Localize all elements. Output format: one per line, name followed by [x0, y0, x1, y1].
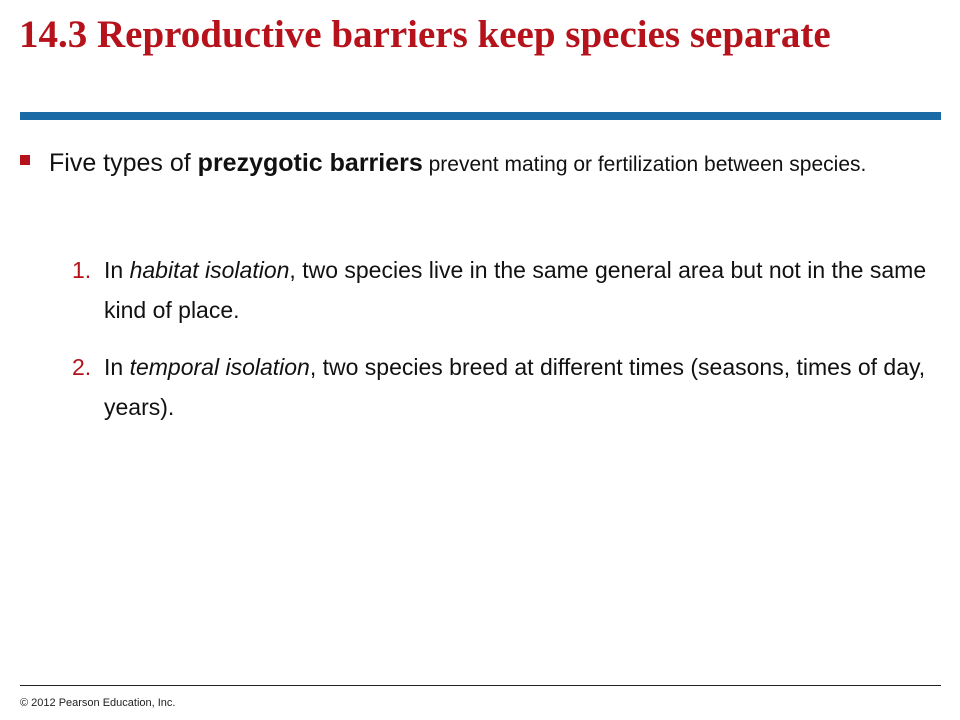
- list-item-number: 1.: [72, 257, 92, 283]
- bullet-text-rest: prevent mating or fertilization between species.: [422, 153, 867, 176]
- list-item-pre: In: [104, 257, 130, 283]
- list-item-pre: In: [104, 354, 130, 380]
- footer-divider: [20, 685, 941, 686]
- list-item-habitat-isolation: [72, 250, 932, 330]
- bullet-text-intro: Five types of: [49, 149, 198, 177]
- main-bullet-text: [49, 143, 920, 185]
- list-item-post: , two species breed at different times (seasons, times of day, years).: [104, 354, 926, 420]
- title-divider: [20, 112, 941, 120]
- temporal-isolation-term: temporal isolation: [129, 354, 310, 380]
- list-item-number: 2.: [72, 354, 92, 380]
- square-bullet-icon: [20, 155, 30, 165]
- main-bullet: [20, 143, 920, 185]
- copyright-footer: © 2012 Pearson Education, Inc.: [20, 697, 176, 709]
- list-item-temporal-isolation: [72, 347, 932, 427]
- list-item-text: [104, 347, 932, 427]
- list-item-text: [104, 250, 932, 330]
- prezygotic-barriers-term: prezygotic barriers: [197, 149, 423, 177]
- list-item-post: , two species live in the same general area but not in the same kind of place.: [104, 257, 927, 323]
- habitat-isolation-term: habitat isolation: [129, 257, 290, 283]
- slide-title: 14.3 Reproductive barriers keep species separate: [19, 13, 831, 56]
